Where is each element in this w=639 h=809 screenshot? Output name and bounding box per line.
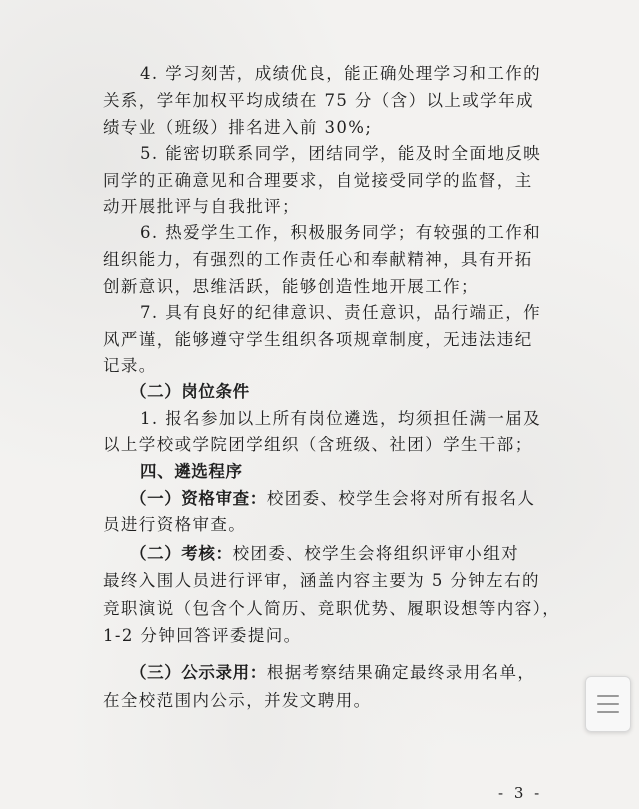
text-line: 7. 具有良好的纪律意识、责任意识，品行端正，作 — [140, 303, 542, 322]
paragraph-heading: （三）公示录用： — [130, 663, 267, 682]
text-line: 关系，学年加权平均成绩在 75 分（含）以上或学年成 — [103, 91, 534, 110]
text-line: 动开展批评与自我批评； — [103, 197, 300, 216]
paragraph-text: 根据考察结果确定最终录用名单， — [266, 663, 536, 682]
text-line: 6. 热爱学生工作，积极服务同学；有较强的工作和 — [140, 223, 542, 242]
paragraph-text: 校团委、校学生会将对所有报名人 — [266, 489, 536, 508]
paragraph-publicity-first-line — [130, 662, 535, 684]
text-line: 创新意识，思维活跃，能够创造性地开展工作； — [103, 277, 479, 296]
menu-bar — [597, 711, 619, 713]
text-line: 组织能力，有强烈的工作责任心和奉献精神，具有开拓 — [103, 250, 533, 269]
text-line: 1. 报名参加以上所有岗位遴选，均须担任满一届及 — [140, 409, 542, 428]
paragraph-assessment-first-line — [130, 543, 519, 565]
hamburger-menu-icon[interactable] — [585, 676, 631, 732]
page-number: - 3 - — [498, 784, 543, 802]
menu-bar — [597, 695, 619, 697]
text-line: 5. 能密切联系同学，团结同学，能及时全面地反映 — [140, 144, 542, 163]
text-line: 最终入围人员进行评审，涵盖内容主要为 5 分钟左右的 — [103, 571, 540, 590]
text-line: 绩专业（班级）排名进入前 30%; — [103, 118, 373, 137]
text-line: 风严谨，能够遵守学生组织各项规章制度，无违法违纪 — [103, 330, 533, 349]
text-line: 记录。 — [103, 356, 157, 375]
paragraph-text: 校团委、校学生会将组织评审小组对 — [232, 544, 520, 563]
paragraph-heading: （二）考核： — [130, 544, 233, 563]
text-line: 4. 学习刻苦，成绩优良，能正确处理学习和工作的 — [140, 64, 542, 83]
text-line: 员进行资格审查。 — [103, 515, 247, 534]
paragraph-heading: （一）资格审查： — [130, 489, 267, 508]
text-line: 1-2 分钟回答评委提问。 — [103, 626, 302, 645]
text-line: 竞职演说（包含个人简历、竞职优势、履职设想等内容）， — [103, 599, 561, 618]
text-line: 在全校范围内公示，并发文聘用。 — [103, 691, 372, 710]
menu-bar — [597, 703, 619, 705]
section-heading: （二）岗位条件 — [130, 382, 250, 401]
text-line: 以上学校或学院团学组织（含班级、社团）学生干部； — [103, 435, 533, 454]
section-heading: 四、遴选程序 — [140, 462, 243, 481]
text-line: 同学的正确意见和合理要求，自觉接受同学的监督，主 — [103, 171, 533, 190]
paragraph-qualification-first-line — [130, 488, 535, 510]
